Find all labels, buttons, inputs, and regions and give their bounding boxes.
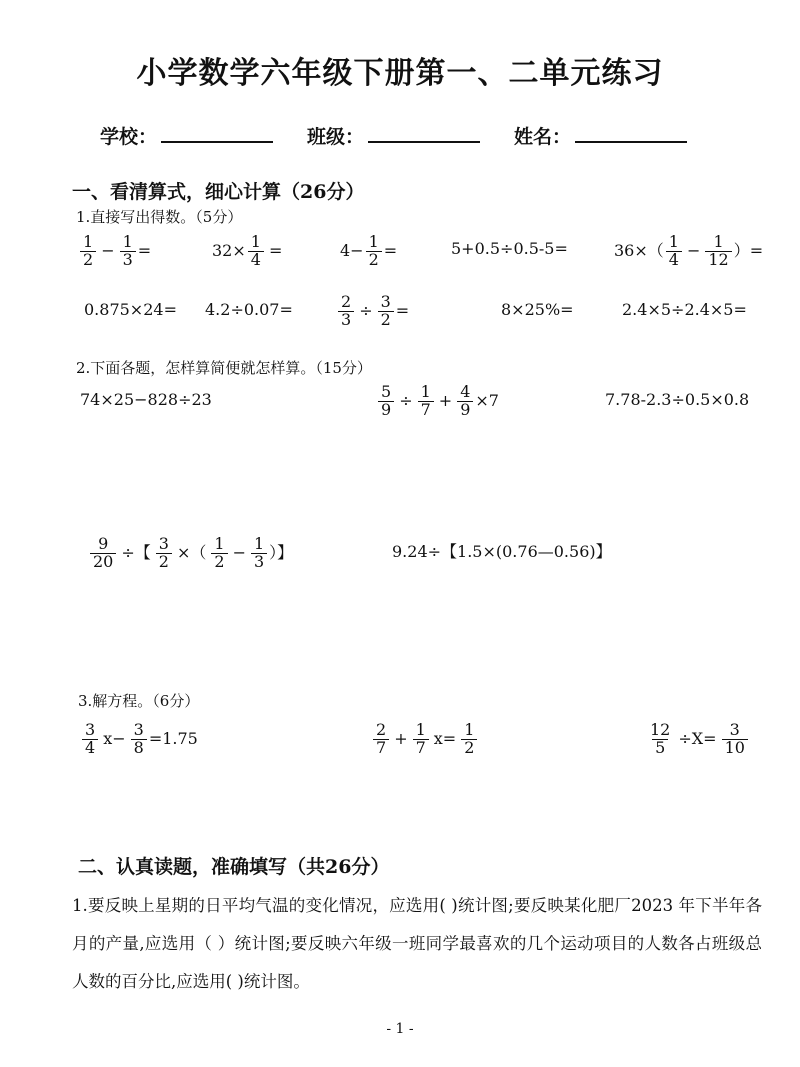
variable-operator: x=: [433, 729, 457, 749]
expr-lead: 4−: [340, 241, 364, 261]
fraction: $\frac{3}{10}$: [722, 722, 748, 757]
problem-2-2-1: [88, 536, 293, 571]
school-input-line[interactable]: [161, 126, 273, 143]
expr-lead: 36×（: [614, 241, 664, 261]
equals-sign: =: [137, 241, 152, 261]
section-1-heading: 一、看清算式，细心计算（26分）: [72, 181, 365, 203]
operator: ÷【: [121, 543, 151, 563]
problem-1-2-3: [336, 294, 409, 329]
subsection-1-1-heading: 1.直接写出得数。（5分）: [76, 208, 243, 226]
variable-operator: ÷X=: [678, 729, 717, 749]
fraction: $\frac{2}{3}$: [338, 294, 354, 329]
operator: +: [394, 729, 408, 749]
name-input-line[interactable]: [575, 126, 687, 143]
fraction: $\frac{1}{3}$: [120, 234, 136, 269]
problem-1-2-5: 2.4×5÷2.4×5=: [622, 300, 747, 319]
fraction: $\frac{9}{20}$: [90, 536, 116, 571]
operator: +: [438, 391, 453, 411]
expr-tail: =1.75: [148, 729, 198, 749]
fraction: $\frac{1}{3}$: [251, 536, 267, 571]
class-field[interactable]: [307, 122, 480, 149]
operator: −: [101, 241, 115, 261]
expr-lead: 32×: [212, 241, 246, 261]
operator: ×（: [176, 543, 207, 563]
fraction: $\frac{3}{2}$: [156, 536, 172, 571]
problem-1-1-1: [78, 234, 151, 269]
problem-2-2-2: 9.24÷【1.5×(0.76—0.56)】: [392, 542, 612, 561]
problem-1-1-5: [614, 234, 763, 269]
problem-3-1: [80, 722, 198, 757]
fraction: $\frac{1}{2}$: [211, 536, 227, 571]
fraction: $\frac{1}{2}$: [461, 722, 477, 757]
expr-tail: ）=: [733, 241, 764, 261]
problem-3-3: [645, 722, 750, 757]
page-title: 小学数学六年级下册第一、二单元练习: [136, 56, 664, 91]
problem-1-2-4: 8×25%=: [501, 300, 574, 319]
student-info-row: [100, 122, 745, 149]
equals-sign: =: [383, 241, 398, 261]
fraction: $\frac{2}{7}$: [373, 722, 389, 757]
school-label: 学校：: [100, 126, 158, 148]
problem-1-2-1: 0.875×24=: [84, 300, 177, 319]
name-label: 姓名：: [514, 126, 572, 148]
fraction: $\frac{1}{12}$: [705, 234, 731, 269]
fraction: $\frac{1}{4}$: [666, 234, 682, 269]
fraction: $\frac{5}{9}$: [378, 384, 394, 419]
operator: −: [686, 241, 701, 261]
fraction: $\frac{1}{7}$: [413, 722, 429, 757]
problem-3-2: [371, 722, 479, 757]
fraction: $\frac{12}{5}$: [650, 720, 671, 757]
subsection-1-3-heading: 3.解方程。（6分）: [78, 692, 200, 710]
problem-1-1-3: [340, 234, 397, 269]
name-field[interactable]: [514, 122, 687, 149]
page-footer: - 1 -: [386, 1021, 414, 1037]
problem-1-1-2: [212, 234, 285, 269]
fraction: $\frac{3}{8}$: [131, 722, 147, 757]
expr-tail: ）】: [269, 543, 294, 563]
fraction: $\frac{1}{2}$: [366, 234, 382, 269]
class-label: 班级：: [307, 126, 365, 148]
fraction: $\frac{4}{9}$: [457, 384, 473, 419]
variable-operator: x−: [103, 729, 126, 749]
section-2-heading: 二、认真读题，准确填写（共26分）: [78, 856, 390, 878]
fraction: $\frac{3}{4}$: [82, 722, 98, 757]
problem-1-2-2: 4.2÷0.07=: [205, 300, 293, 319]
fraction: $\frac{1}{2}$: [80, 234, 96, 269]
operator: ÷: [359, 301, 373, 321]
fraction: $\frac{3}{2}$: [378, 294, 394, 329]
fraction: $\frac{1}{4}$: [248, 234, 264, 269]
question-2-1-text: 1.要反映上星期的日平均气温的变化情况，应选用( )统计图;要反映某化肥厂2023 年下半年各月的产量,应选用（ ）统计图;要反映六年级一班同学最喜欢的几个运动项目的人数各占班级总人数的百分比,应选用( )统计图。: [72, 896, 762, 991]
subsection-1-2-heading: 2.下面各题，怎样算简便就怎样算。（15分）: [76, 359, 372, 377]
equals-sign: =: [395, 301, 410, 321]
class-input-line[interactable]: [368, 126, 480, 143]
equals-sign: =: [268, 241, 283, 261]
school-field[interactable]: [100, 122, 273, 149]
operator: ÷: [399, 391, 413, 411]
fraction: $\frac{1}{7}$: [418, 384, 434, 419]
operator: −: [232, 543, 246, 563]
problem-2-1-3: 7.78-2.3÷0.5×0.8: [605, 390, 750, 409]
expr-tail: ×7: [475, 391, 499, 411]
problem-2-1-2: [376, 384, 499, 419]
problem-2-1-1: 74×25−828÷23: [80, 390, 212, 409]
problem-1-1-4: 5+0.5÷0.5-5=: [451, 239, 568, 258]
